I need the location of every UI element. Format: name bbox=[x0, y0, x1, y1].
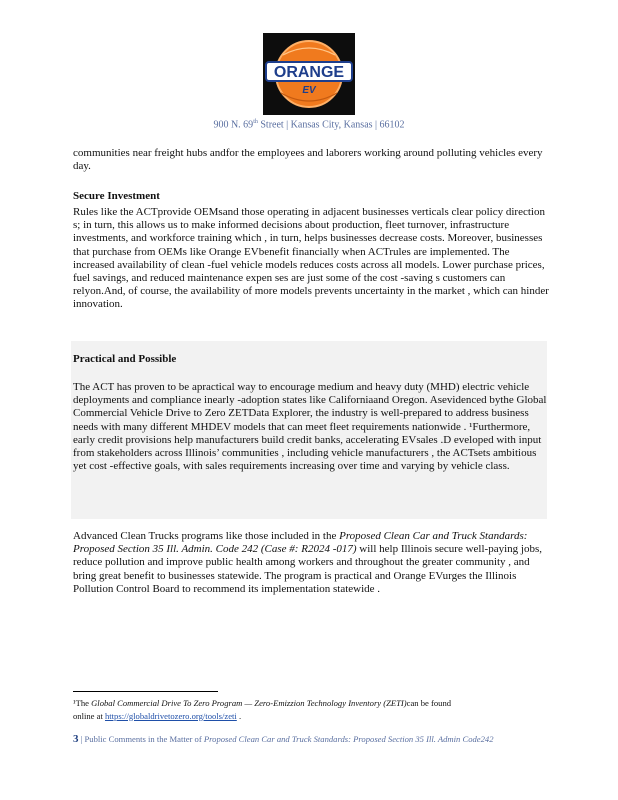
practical-possible-paragraph: The ACT has proven to be apractical way to encourage medium and heavy duty (MHD) electric vehicle deployments and compliance inearly -adoption states like Californiaand Oregon. Asevidenced bythe Global Commercial Vehicle Drive to Zero ZETData Explorer, the industry is well-prepared to address business needs with many different MHDEV models that can meet fleet requirements nationwide . ¹Furthermore, early credit provisions help manufacturers build credit banks, accelerating EVsales .D eveloped with input from stakeholders across Illinois’ communities , including vehicle manufacturers , the ACTsets ambitious yet cost -effective goals, with sales requirements increasing over time and varying by vehicle class. bbox=[73, 381, 547, 473]
orange-ev-logo bbox=[263, 33, 355, 115]
footnote-separator bbox=[73, 691, 218, 692]
closing-paragraph: Advanced Clean Trucks programs like those included in the Proposed Clean Car and Truck Standards: Proposed Section 35 Ill. Admin. Code 242 (Case #: R2024 -017) will help Illinois secure well-paying jobs, reduce pollution and improve public health among workers and throughout the greater community , and bring great benefit to businesses statewide. The program is practical and Orange EVurges the Illinois Pollution Control Board to recommend its implementation statewide . bbox=[73, 530, 542, 595]
page-footer: 3 | Public Comments in the Matter of Proposed Clean Car and Truck Standards: Proposed Section 35 Ill. Admin Code242 bbox=[73, 733, 494, 745]
section-heading-secure-investment: Secure Investment bbox=[73, 190, 160, 202]
company-address: 900 N. 69th Street | Kansas City, Kansas | 66102 bbox=[213, 119, 405, 131]
intro-paragraph: communities near freight hubs andfor the employees and laborers working around polluting vehicles every day. bbox=[73, 147, 543, 173]
svg-text:EV: EV bbox=[302, 85, 316, 96]
footnote: ¹The Global Commercial Drive To Zero Program — Zero-Emizzion Technology Inventory (ZETI)can be found online at https://globaldrivetozero.org/tools/zeti . bbox=[73, 698, 452, 721]
zeti-link[interactable]: https://globaldrivetozero.org/tools/zeti bbox=[104, 710, 237, 721]
secure-investment-paragraph: Rules like the ACTprovide OEMsand those operating in adjacent businesses verticals clear policy direction s; in turn, this allows us to make informed decisions about production, fleet turnover, infrastructure investments, and workforce training which , in turn, helps businesses decrease costs. Moreover, businesses that purchase from OEMs like Orange EVbenefit financially when ACTrules are implemented. The increased availability of clean -fuel vehicle models reduces costs across all models. Lower purchase prices, fuel savings, and reduced maintenance expen ses are just some of the cost -saving s customers can relyon.And, of course, the availability of more models prevents uncertainty in the market , which can hinder innovation. bbox=[73, 206, 549, 311]
section-heading-practical-possible: Practical and Possible bbox=[73, 353, 177, 365]
svg-text:ORANGE: ORANGE bbox=[273, 64, 345, 81]
page-number: 3 bbox=[73, 733, 79, 745]
